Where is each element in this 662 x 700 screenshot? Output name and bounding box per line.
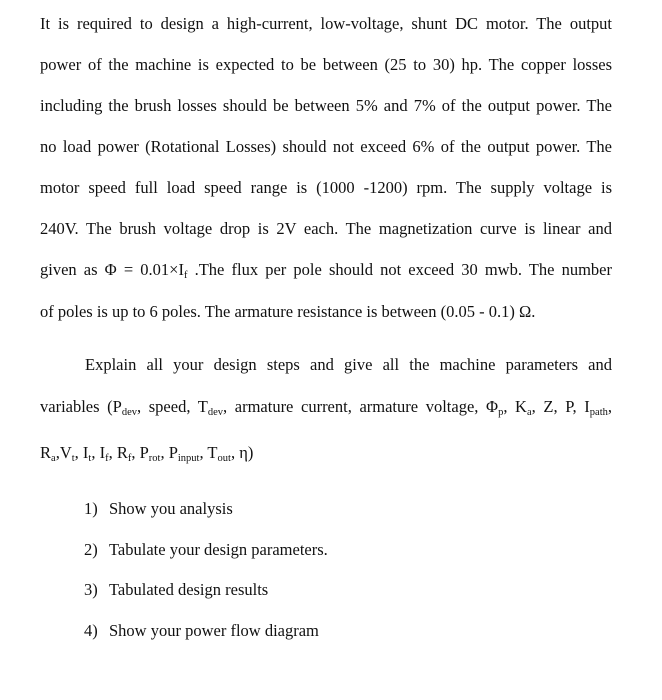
explain-text: R bbox=[40, 443, 52, 462]
explain-text: , η) bbox=[230, 443, 254, 462]
explain-text: , armature current, armature voltage, Φ bbox=[223, 397, 499, 416]
subscript: a bbox=[526, 407, 532, 418]
flux-equation-text: given as Φ = 0.01×I bbox=[40, 260, 184, 279]
explain-text: , I bbox=[74, 443, 89, 462]
subscript: t bbox=[71, 453, 75, 464]
problem-line-2: power of the machine is expected to be between (25 to 30) hp. The copper losses bbox=[40, 55, 612, 74]
explain-text: ,V bbox=[55, 443, 72, 462]
task-text: Show you analysis bbox=[109, 499, 233, 518]
task-text: Show your power flow diagram bbox=[109, 621, 319, 640]
problem-line-4: no load power (Rotational Losses) should not exceed 6% of the output power. The bbox=[40, 137, 612, 156]
problem-line-8: of poles is up to 6 poles. The armature resistance is between (0.05 - 0.1) Ω. bbox=[40, 302, 536, 321]
subscript: t bbox=[88, 453, 92, 464]
problem-line-6: 240V. The brush voltage drop is 2V each. The magnetization curve is linear and bbox=[40, 219, 612, 238]
explain-text: , P bbox=[131, 443, 149, 462]
explain-line-1: Explain all your design steps and give all the machine parameters and bbox=[85, 355, 612, 374]
explain-text: , I bbox=[91, 443, 106, 462]
subscript: dev bbox=[207, 407, 224, 418]
problem-line-1: It is required to design a high-current, low-voltage, shunt DC motor. The output bbox=[40, 14, 612, 33]
task-number: 2) bbox=[84, 540, 98, 559]
field-current-subscript: f bbox=[183, 270, 188, 281]
subscript: dev bbox=[121, 407, 138, 418]
subscript: out bbox=[217, 453, 231, 464]
subscript: a bbox=[51, 453, 56, 464]
task-item-2 bbox=[84, 540, 328, 560]
subscript: rot bbox=[148, 453, 161, 464]
task-number: 3) bbox=[84, 580, 98, 599]
subscript: path bbox=[589, 407, 608, 418]
task-number: 1) bbox=[84, 499, 98, 518]
explain-text: variables (P bbox=[40, 397, 122, 416]
explain-text: , T bbox=[199, 443, 218, 462]
task-item-3 bbox=[84, 580, 268, 600]
explain-text: , K bbox=[503, 397, 527, 416]
subscript: f bbox=[105, 453, 109, 464]
explain-text: , Z, P, I bbox=[531, 397, 590, 416]
task-item-4 bbox=[84, 621, 319, 641]
explain-line-3 bbox=[40, 443, 612, 463]
explain-text: , speed, T bbox=[137, 397, 208, 416]
problem-line-7 bbox=[40, 260, 612, 280]
explain-text: , R bbox=[108, 443, 128, 462]
explain-text: , P bbox=[160, 443, 178, 462]
task-number: 4) bbox=[84, 621, 98, 640]
task-text: Tabulated design results bbox=[109, 580, 269, 599]
subscript: p bbox=[498, 407, 504, 418]
problem-line-5: motor speed full load speed range is (1000 -1200) rpm. The supply voltage is bbox=[40, 178, 612, 197]
flux-limit-text: .The flux per pole should not exceed 30 mwb. The number bbox=[187, 260, 612, 279]
subscript: f bbox=[127, 453, 132, 464]
problem-line-3: including the brush losses should be between 5% and 7% of the output power. The bbox=[40, 96, 612, 115]
explain-line-2 bbox=[40, 397, 612, 417]
task-text: Tabulate your design parameters. bbox=[109, 540, 328, 559]
explain-text: , bbox=[607, 397, 612, 416]
task-item-1 bbox=[84, 499, 233, 519]
subscript: input bbox=[177, 453, 200, 464]
